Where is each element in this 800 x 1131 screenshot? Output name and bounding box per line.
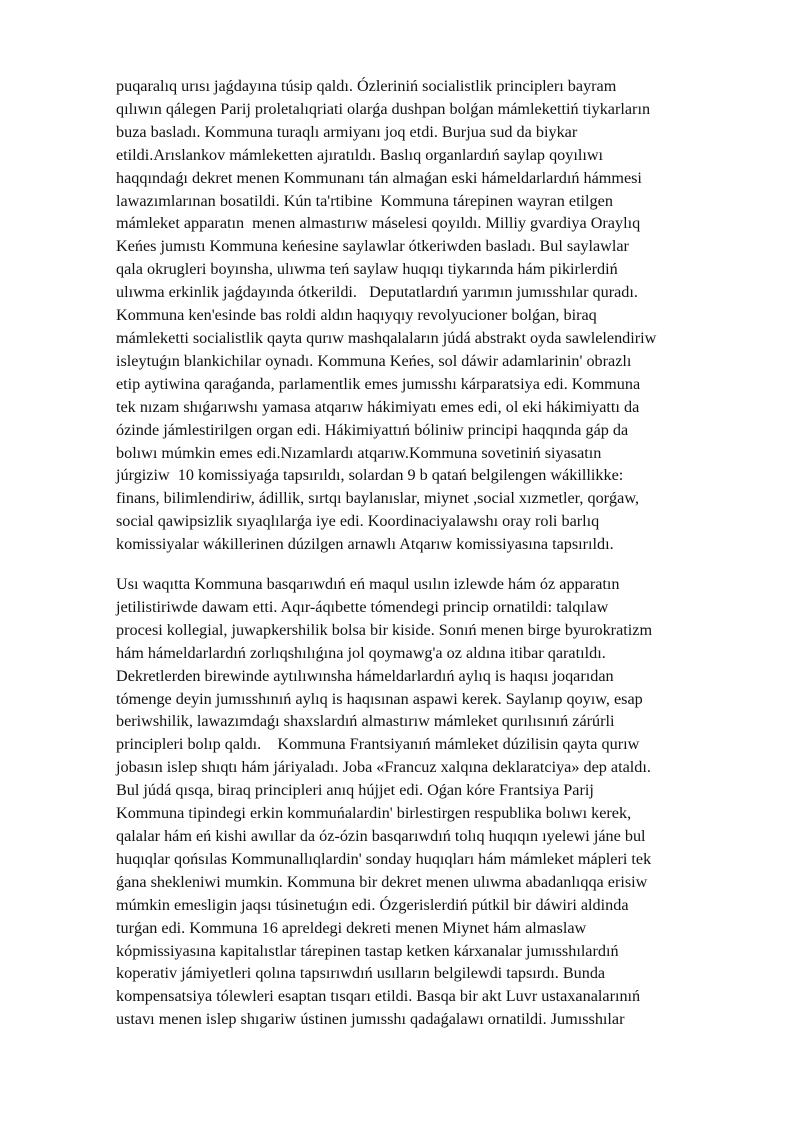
text-line: buza basladı. Kommuna turaqlı armiyanı joq etdi. Burjua sud da biykar xyxy=(116,122,578,141)
text-line: qılıwın qálegen Parij proletalıqriati olarǵa dushpan bolǵan mámlekettiń tiykarların xyxy=(116,99,651,118)
text-line: Keńes jumıstı Kommuna keńesine saylawlar ótkeriwden basladı. Bul saylawlar xyxy=(116,237,629,256)
text-line: mámleketti socialistlik qayta qurıw mashqalaların júdá abstrakt oyda sawlelendiriw xyxy=(116,328,657,347)
text-line: principleri bolıp qaldı. Kommuna Frantsiyanıń mámleket dúzilisin qayta qurıw xyxy=(116,735,640,754)
text-line: mámleket apparatın menen almastırıw máselesi qoyıldı. Milliy gvardiya Oraylıq xyxy=(116,214,641,233)
text-line: lawazımlarınan bosatildi. Kún ta'rtibine Kommuna tárepinen wayran etilgen xyxy=(116,191,613,210)
text-line: ulıwma erkinlik jaǵdayında ótkerildi. Deputatlardıń yarımın jumısshılar quradı. xyxy=(116,283,638,302)
text-line: qalalar hám eń kishi awıllar da óz-ózin basqarıwdıń tolıq huqıqın ıyelewi jáne bul xyxy=(116,826,646,845)
text-line: turǵan edi. Kommuna 16 apreldegi dekreti menen Miynet hám almaslaw xyxy=(116,918,587,937)
text-line: jetilistiriwde dawam etti. Aqır-áqıbette tómendegi princip ornatildi: talqılaw xyxy=(116,597,609,616)
text-line: finans, bilimlendiriw, ádillik, sırtqı baylanıslar, miynet ,social xızmetler, qorǵaw, xyxy=(116,489,640,508)
text-line: huqıqlar qońsılas Kommunallıqlardin' sonday huqıqları hám mámleket mápleri tek xyxy=(116,849,652,868)
text-line: procesi kollegial, juwapkershilik bolsa bir kiside. Sonıń menen birge byurokratizm xyxy=(116,620,653,639)
text-line: komissiyalar wákillerinen dúzilgen arnawlı Atqarıw komissiyasına tapsırıldı. xyxy=(116,535,614,554)
text-line: tómenge deyin jumısshınıń aylıq is haqısınan aspawi kerek. Saylanıp qoyıw, esap xyxy=(116,689,643,708)
text-line: social qawipsizlik sıyaqlılarǵa iye edi. Koordinaciyalawshı oray roli barlıq xyxy=(116,512,600,531)
text-line: ǵana shekleniwi mumkin. Kommuna bir dekret menen ulıwma abadanlıqqa erisiw xyxy=(116,872,648,891)
text-line: etip aytiwina qaraǵanda, parlamentlik emes jumısshı kárparatsiya edi. Kommuna xyxy=(116,374,641,393)
text-line: Bul júdá qısqa, biraq principleri anıq hújjet edi. Oǵan kóre Frantsiya Parij xyxy=(116,781,594,800)
text-line: etildi.Arıslankov mámleketten ajıratıldı. Baslıq organlardıń saylap qoyılıwı xyxy=(116,145,604,164)
text-line: koperativ jámiyetleri qolına tapsırıwdıń usılların belgilewdi tapsırdı. Bunda xyxy=(116,964,606,983)
text-line: Usı waqıtta Kommuna basqarıwdıń eń maqul usılın izlewde hám óz apparatın xyxy=(116,575,620,593)
text-line: puqaralıq urısı jaǵdayına túsip qaldı. Ózleriniń socialistlik principlerı bayram xyxy=(116,77,617,95)
text-line: kópmissiyasına kapitalıstlar tárepinen tastap ketken kárxanalar jumısshılardıń xyxy=(116,941,619,960)
text-line: isleytuǵın blankichilar oynadı. Kommuna Keńes, sol dáwir adamlarinin' obrazlı xyxy=(116,351,632,370)
text-line: jobasın islep shıqtı hám járiyaladı. Joba «Francuz xalqına deklaratciya» dep ataldı. xyxy=(116,758,651,777)
text-line: ózinde jámlestirilgen organ edi. Hákimiyattıń bóliniw principi haqqında gáp da xyxy=(116,420,629,439)
paragraph-2 xyxy=(116,573,742,1031)
text-line: Kommuna tipindegi erkin kommuńalardin' birlestirgen respublika bolıwı kerek, xyxy=(116,804,632,823)
text-line: haqqındaǵı dekret menen Kommunanı tán almaǵan eski hámeldarlardıń hámmesi xyxy=(116,168,642,187)
text-line: hám hámeldarlardıń zorlıqshılıǵına jol qoymawg'a oz aldına itibar qaratıldı. xyxy=(116,643,606,662)
text-line: beriwshilik, lawazımdaǵı shaxslardıń almastırıw mámleket qurılısınıń zárúrli xyxy=(116,712,615,731)
text-line: Dekretlerden birewinde aytılıwınsha hámeldarlardıń aylıq is haqısı joqarıdan xyxy=(116,666,614,685)
text-line: tek nızam shıǵarıwshı yamasa atqarıw hákimiyatı emes edi, ol eki hákimiyattı da xyxy=(116,397,640,416)
text-line: ustavı menen islep shıgariw ústinen jumısshı qadaǵalawı ornatildi. Jumısshılar xyxy=(116,1010,625,1029)
text-line: bolıwı múmkin emes edi.Nızamlardı atqarıw.Kommuna sovetiniń siyasatın xyxy=(116,443,602,462)
text-line: múmkin emesligin jaqsı túsinetuǵın edi. Ózgerislerdiń pútkil bir dáwiri aldinda xyxy=(116,895,629,914)
text-line: Kommuna ken'esinde bas roldi aldın haqıyqıy revolyucioner bolǵan, biraq xyxy=(116,306,597,325)
text-line: qala okrugleri boyınsha, ulıwma teń saylaw huqıqı tiykarında hám pikirlerdiń xyxy=(116,260,618,279)
text-line: júrgiziw 10 komissiyaǵa tapsırıldı, solardan 9 b qatań belgilengen wákillikke: xyxy=(116,466,624,485)
paragraph-1 xyxy=(116,75,742,556)
text-line: kompensatsiya tólewleri esaptan tısqarı etildi. Basqa bir akt Luvr ustaxanalarınıń xyxy=(116,987,641,1006)
